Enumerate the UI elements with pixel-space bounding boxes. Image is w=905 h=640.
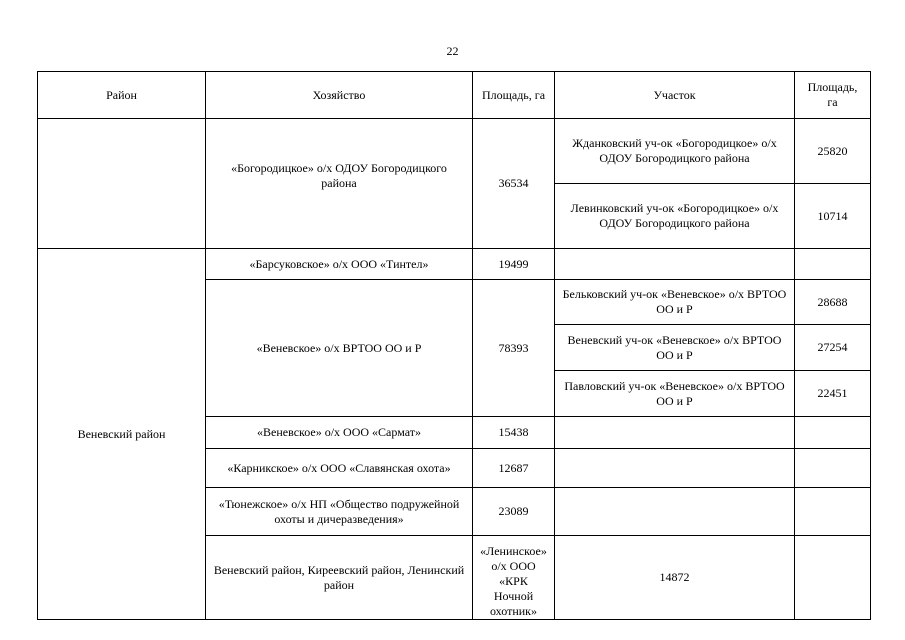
plot-area-cell: 10714 (795, 184, 871, 249)
header-plot: Участок (555, 72, 795, 119)
farm-cell: «Карникское» о/х ООО «Славянская охота» (206, 449, 473, 488)
table-row (38, 249, 871, 280)
farm-name: «Богородицкое» о/х ОДОУ Богородицкого района (231, 160, 447, 190)
farm-cell (206, 119, 473, 249)
farm-cell: «Веневское» о/х ВРТОО ОО и Р (206, 280, 473, 417)
area-cell: 78393 (473, 280, 555, 417)
farm-cell: «Веневское» о/х ООО «Сармат» (206, 417, 473, 449)
plot-cell: Павловский уч-ок «Веневское» о/х ВРТОО ОО и Р (555, 371, 795, 417)
plot-cell-empty (555, 449, 795, 488)
plot-area-cell-empty (795, 488, 871, 536)
page-number: 22 (446, 44, 459, 58)
header-plot-area: Площадь, га (795, 72, 871, 119)
plot-cell: Левинковский уч-ок «Богородицкое» о/х ОДОУ Богородицкого района (555, 184, 795, 249)
plot-area-cell-empty (795, 449, 871, 488)
header-farm: Хозяйство (206, 72, 473, 119)
plot-cell-empty (555, 249, 795, 280)
district-cell: Веневский район, Киреевский район, Ленинский район (206, 536, 473, 620)
plot-cell: Бельковский уч-ок «Веневское» о/х ВРТОО ОО и Р (555, 280, 795, 325)
plot-cell-empty (795, 536, 871, 620)
plot-cell: Жданковский уч-ок «Богородицкое» о/х ОДОУ Богородицкого района (555, 119, 795, 184)
header-row (38, 72, 871, 119)
district-cell: Веневский район (38, 249, 206, 620)
plot-area-cell-empty (795, 249, 871, 280)
area-cell: 14872 (555, 536, 795, 620)
plot-area-cell: 27254 (795, 325, 871, 371)
farm-cell: «Барсуковское» о/х ООО «Тинтел» (206, 249, 473, 280)
header-area: Площадь, га (473, 72, 555, 119)
area-cell: 23089 (473, 488, 555, 536)
hunting-farms-table (37, 71, 871, 620)
plot-area-cell-empty (795, 417, 871, 449)
table-row (38, 119, 871, 184)
plot-cell-empty (555, 417, 795, 449)
plot-cell-empty (555, 488, 795, 536)
plot-cell: Веневский уч-ок «Веневское» о/х ВРТОО ОО и Р (555, 325, 795, 371)
area-cell: 12687 (473, 449, 555, 488)
plot-area-cell: 25820 (795, 119, 871, 184)
plot-area-cell: 28688 (795, 280, 871, 325)
header-district: Район (38, 72, 206, 119)
area-cell: 15438 (473, 417, 555, 449)
plot-area-cell: 22451 (795, 371, 871, 417)
district-cell-empty (38, 119, 206, 249)
farm-cell: «Тюнежское» о/х НП «Общество подружейной охоты и дичеразведения» (206, 488, 473, 536)
area-cell: 19499 (473, 249, 555, 280)
area-cell: 36534 (473, 119, 555, 249)
farm-cell: «Ленинское» о/х ООО «КРК Ночной охотник» (473, 536, 555, 620)
